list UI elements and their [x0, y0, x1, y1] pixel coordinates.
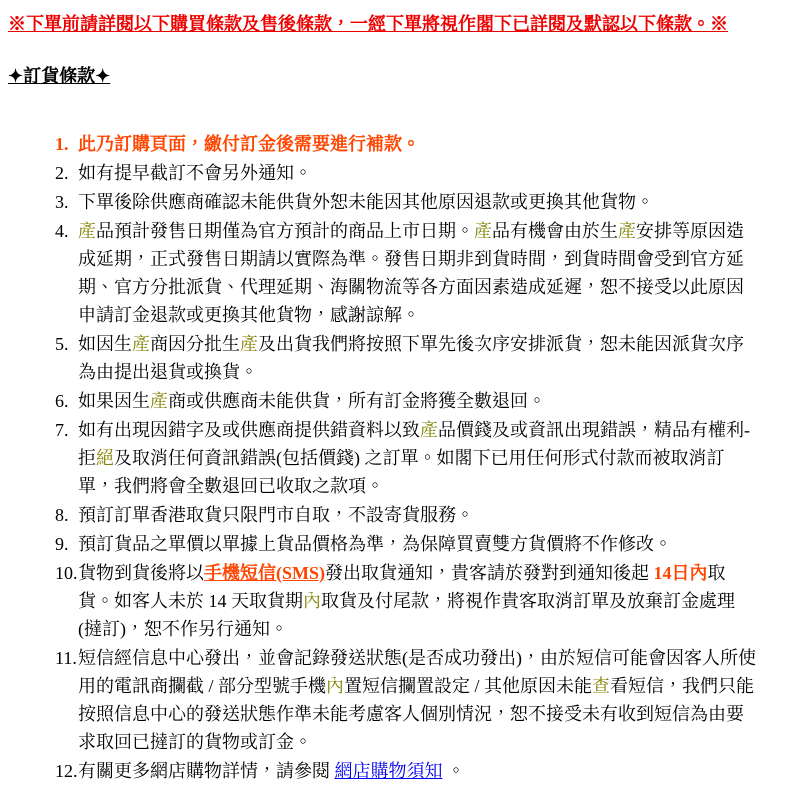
text-segment: 品有機會由於生 — [492, 221, 618, 241]
text-segment: 此乃訂購頁面，繳付訂金後需要進行補款。 — [78, 134, 420, 154]
text-segment: 品價錢及或資訊出現錯誤，精品有權利-拒 — [78, 420, 750, 468]
text-segment: 查 — [592, 676, 610, 696]
term-text — [78, 501, 474, 529]
term-number: 8. — [55, 505, 69, 525]
term-number: 12. — [55, 761, 78, 781]
text-segment: 如有出現因錯字及或供應商提供錯資料以致 — [78, 420, 420, 440]
text-segment: 預訂貨品之單價以單據上貨品價格為準，為保障買賣雙方貨價將不作修改。 — [78, 534, 672, 554]
text-segment: 發出取貨通知，貴客請於發對到通知後起 — [325, 563, 654, 583]
text-segment: 產 — [78, 221, 96, 241]
term-item — [55, 559, 801, 643]
term-item — [55, 217, 801, 329]
text-segment: 產 — [240, 334, 258, 354]
text-segment: 產 — [132, 334, 150, 354]
text-segment: 14日內 — [653, 563, 708, 583]
term-text — [78, 217, 758, 329]
text-segment: 內 — [326, 676, 344, 696]
text-segment: 安排等原因造成延期，正式發售日期請以實際為準。發售日期非到貨時間，到貨時間會受到官方延期、官方分批派貨、代理延期、海關物流等各方面因素造成延遲，恕不接受以此原因申請訂金退款或更換其他貨物，感謝諒解。 — [78, 221, 744, 325]
text-segment: 產 — [618, 221, 636, 241]
term-text — [78, 130, 420, 158]
term-item — [55, 387, 801, 415]
text-segment: 如有提早截訂不會另外通知。 — [78, 163, 312, 183]
term-text — [78, 757, 465, 785]
term-item — [55, 757, 801, 785]
text-segment: 產 — [474, 221, 492, 241]
text-segment: 手機短信(SMS) — [204, 563, 325, 583]
term-text — [78, 559, 758, 643]
text-segment: 商因分批生 — [150, 334, 240, 354]
term-number: 1. — [55, 134, 69, 154]
term-text — [78, 330, 758, 386]
term-item — [55, 330, 801, 386]
term-number: 9. — [55, 534, 69, 554]
text-segment: 有關更多網店購物詳情，請參閱 — [78, 761, 335, 781]
text-segment: 看短信，我們只能按照信息中心的發送狀態作準未能考慮客人個別情況，恕不接受未有收到短信為由要求取回已撻訂的貨物或訂金。 — [78, 676, 754, 752]
text-segment: 貨物到貨後將以 — [78, 563, 204, 583]
term-number: 11. — [55, 648, 77, 668]
text-segment: 及取消任何資訊錯誤(包括價錢) 之訂單。如閣下已用任何形式付款而被取消訂單，我們將會全數退回已收取之款項。 — [78, 448, 725, 496]
text-segment: 產 — [150, 391, 168, 411]
text-segment: 品預計發售日期僅為官方預計的商品上市日期。 — [96, 221, 474, 241]
term-item — [55, 530, 801, 558]
order-terms-page — [8, 12, 801, 785]
term-number: 10. — [55, 563, 78, 583]
term-text — [78, 188, 654, 216]
term-number: 7. — [55, 420, 69, 440]
text-segment: 。 — [442, 761, 465, 781]
text-segment: 下單後除供應商確認未能供貨外恕未能因其他原因退款或更換其他貨物。 — [78, 192, 654, 212]
term-item — [55, 416, 801, 500]
term-number: 5. — [55, 334, 69, 354]
text-segment: 如因生 — [78, 334, 132, 354]
section-title-order-terms: ✦訂貨條款✦ — [8, 66, 111, 86]
term-item — [55, 159, 801, 187]
text-segment: 短信經信息中心發出，並會記錄發送狀態(是否成功發出)，由於短信可能會因客人所使用的電訊商攔截 / 部分型號手機 — [78, 648, 756, 696]
text-segment: 及出貨我們將按照下單先後次序安排派貨，恕未能因派貨次序為由提出退貨或換貨。 — [78, 334, 744, 382]
text-segment: 商或供應商未能供貨，所有訂金將獲全數退回。 — [168, 391, 546, 411]
text-segment: 內 — [303, 591, 321, 611]
term-number: 4. — [55, 221, 69, 241]
order-terms-list — [8, 130, 801, 785]
term-item — [55, 501, 801, 529]
term-item — [55, 130, 801, 158]
text-segment: 預訂訂單香港取貨只限門市自取，不設寄貨服務。 — [78, 505, 474, 525]
term-text — [78, 387, 546, 415]
text-segment: 產 — [420, 420, 438, 440]
text-segment: 取貨及付尾款，將視作貴客取消訂單及放棄訂金處理(撻訂)，恕不作另行通知。 — [78, 591, 735, 639]
term-number: 6. — [55, 391, 69, 411]
term-text — [78, 159, 312, 187]
text-segment: 如果因生 — [78, 391, 150, 411]
term-text — [78, 644, 758, 756]
term-number: 2. — [55, 163, 69, 183]
term-item — [55, 644, 801, 756]
text-segment: 置短信攔置設定 / 其他原因未能 — [344, 676, 592, 696]
pre-order-warning: ※下單前請詳閱以下購買條款及售後條款，一經下單將視作閣下已詳閱及默認以下條款。※ — [8, 14, 728, 34]
text-segment: 絕 — [96, 448, 114, 468]
term-number: 3. — [55, 192, 69, 212]
term-text — [78, 416, 758, 500]
text-segment: 取貨。如客人未於 14 天取貨期 — [78, 563, 726, 611]
term-text — [78, 530, 672, 558]
term-item — [55, 188, 801, 216]
shop-guide-link[interactable]: 網店購物須知 — [334, 761, 443, 781]
